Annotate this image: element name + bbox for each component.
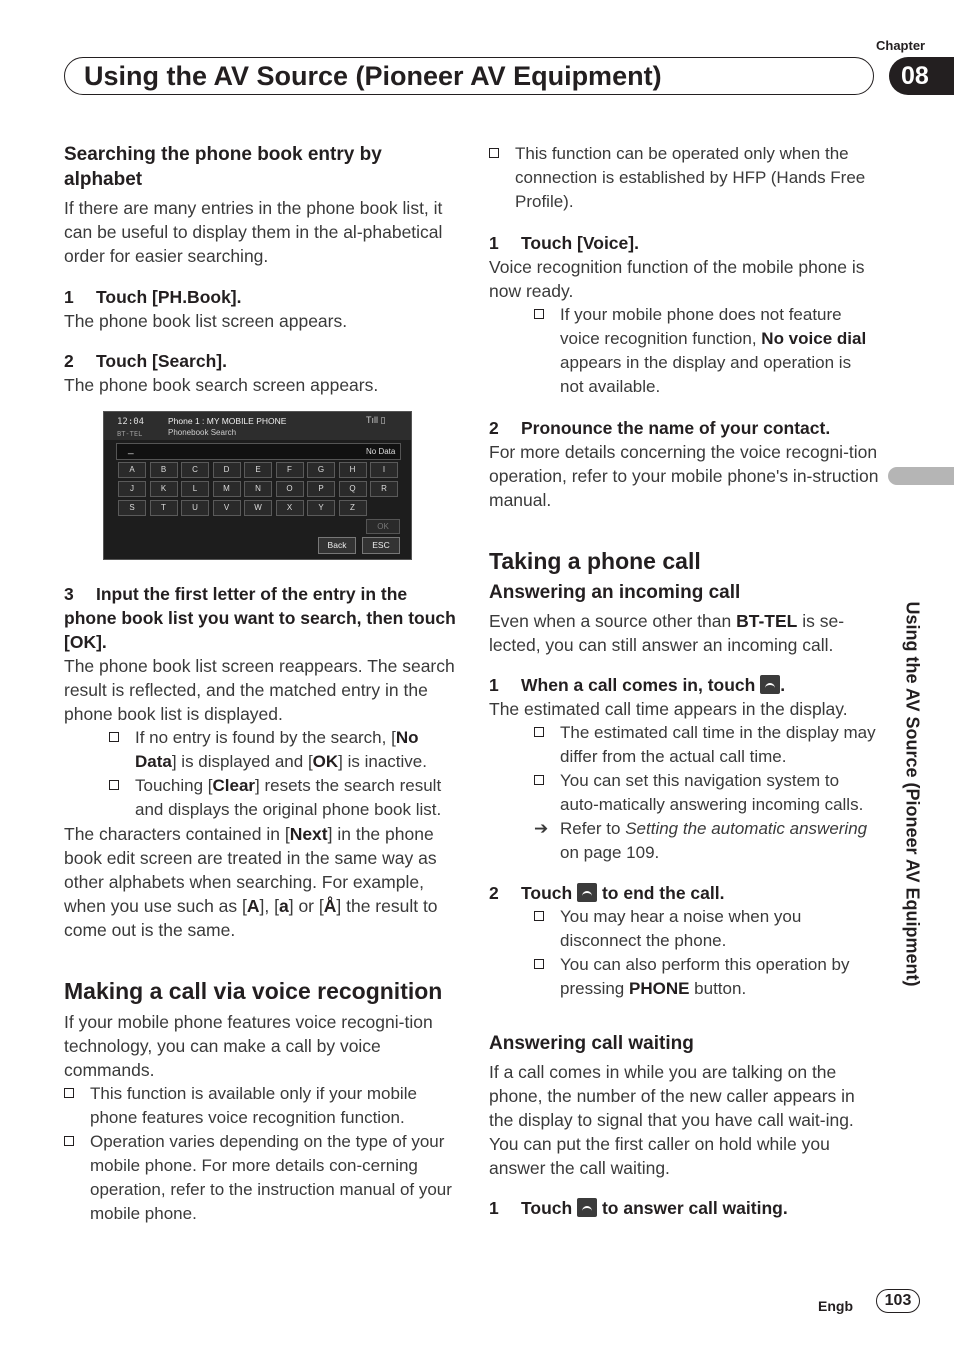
note-text: This function can be operated only when the connection is established by HFP (Hands Free Profile).	[515, 144, 866, 211]
key-t[interactable]: T	[150, 500, 178, 516]
step-title: Touch [PH.Book].	[96, 287, 242, 307]
key-w[interactable]: W	[244, 500, 272, 516]
hfp-note	[489, 142, 879, 214]
call-heading: Taking a phone call	[489, 548, 701, 574]
voice-step-2	[489, 416, 879, 440]
note-box-icon	[489, 148, 499, 158]
note-bold: No Data	[135, 728, 419, 771]
characters-paragraph: The characters contained in [Next] in the phone book edit screen are treated in the same way as other alphabets when searching. For example, when you use such as [A], [a] or [Å] the result to come out is the same.	[64, 824, 438, 940]
note-text: You may hear a noise when you disconnect the phone.	[560, 907, 802, 950]
note-text: Operation varies depending on the type of your mobile phone. For more details con-cerning operation, refer to the instruction manual of your mobile phone.	[90, 1132, 452, 1223]
step-number: 1	[64, 287, 74, 307]
side-tab-text: Using the AV Source (Pioneer AV Equipment)	[902, 601, 923, 987]
screen-ok-button[interactable]: OK	[366, 519, 400, 534]
key-y[interactable]: Y	[307, 500, 335, 516]
left-column-lower	[64, 582, 456, 1226]
note-text: You can set this navigation system to auto-matically answering incoming calls.	[560, 771, 864, 814]
key-e[interactable]: E	[244, 462, 272, 478]
answer-heading: Answering an incoming call	[489, 582, 741, 603]
step-number: 2	[489, 418, 499, 438]
end-call-icon	[577, 883, 597, 902]
step-title: to end the call.	[601, 883, 725, 903]
note-text: button.	[689, 979, 747, 998]
key-m[interactable]: M	[213, 481, 241, 497]
step-number: 1	[489, 675, 499, 695]
answer-waiting-icon	[577, 1198, 597, 1217]
call-time-note	[534, 721, 879, 769]
step-title: Touch	[521, 883, 573, 903]
voice-heading: Making a call via voice recognition	[64, 978, 443, 1004]
screen-esc-button[interactable]: ESC	[362, 537, 400, 554]
step-title: Touch [Voice].	[521, 233, 639, 253]
signal-battery-icon: Tıll ▯	[366, 415, 386, 425]
step-title: to answer call waiting.	[601, 1198, 788, 1218]
answer-step-2	[489, 881, 879, 905]
key-x[interactable]: X	[276, 500, 304, 516]
chapter-number: 08	[889, 57, 954, 95]
key-n[interactable]: N	[244, 481, 272, 497]
voice-step-1-text: Voice recognition function of the mobile phone is now ready.	[489, 257, 865, 301]
key-j[interactable]: J	[118, 481, 146, 497]
voice-note-2	[64, 1130, 456, 1226]
key-u[interactable]: U	[181, 500, 209, 516]
note-text: Refer to	[560, 819, 626, 838]
voice-note-1	[64, 1082, 456, 1130]
note-bold: PHONE	[628, 979, 690, 998]
key-a[interactable]: A	[118, 462, 146, 478]
note-box-icon	[109, 780, 119, 790]
no-voice-dial-note	[534, 303, 879, 399]
key-p[interactable]: P	[307, 481, 335, 497]
note-text: If no entry is found by the search, [	[135, 728, 396, 747]
key-d[interactable]: D	[213, 462, 241, 478]
phone-button-note	[534, 953, 879, 1001]
note-box-icon	[534, 775, 544, 785]
arrow-icon: ➔	[534, 819, 549, 838]
right-column	[489, 142, 879, 1220]
key-r[interactable]: R	[370, 481, 398, 497]
key-q[interactable]: Q	[339, 481, 367, 497]
screen-title-line2: Phonebook Search	[168, 428, 237, 437]
step-number: 1	[489, 233, 499, 253]
left-column	[64, 142, 456, 397]
note-text: on page 109.	[560, 843, 660, 862]
key-c[interactable]: C	[181, 462, 209, 478]
key-b[interactable]: B	[150, 462, 178, 478]
wait-step-1	[489, 1196, 879, 1220]
step-title: Touch	[521, 1198, 573, 1218]
step-1-text: The phone book list screen appears.	[64, 311, 348, 331]
key-l[interactable]: L	[181, 481, 209, 497]
note-bold: OK	[312, 752, 339, 771]
step-3-text: The phone book list screen reappears. The search result is reflected, and the matched entry in the phone book list is displayed.	[64, 656, 455, 724]
note-box-icon	[64, 1088, 74, 1098]
note-bold: No voice dial	[761, 329, 867, 348]
note-text: This function is available only if your mobile phone features voice recognition function.	[90, 1084, 417, 1127]
screen-input-field[interactable]	[116, 443, 401, 460]
key-z[interactable]: Z	[339, 500, 367, 516]
note-text: You can also perform this operation by pressing	[560, 955, 850, 998]
search-heading: Searching the phone book entry by alphabet	[64, 144, 382, 190]
voice-intro: If your mobile phone features voice recogni-tion technology, you can make a call by voice commands.	[64, 1012, 433, 1080]
answer-step-1	[489, 673, 879, 697]
page-number: 103	[876, 1289, 920, 1313]
note-box-icon	[534, 911, 544, 921]
note-text: Touching [	[135, 776, 213, 795]
step-2-text: The phone book search screen appears.	[64, 375, 379, 395]
note-text: appears in the display and operation is not available.	[560, 353, 852, 396]
screen-clock: 12:04	[117, 417, 145, 427]
answer-step-1-text: The estimated call time appears in the display.	[489, 699, 848, 719]
key-f[interactable]: F	[276, 462, 304, 478]
note-text: The estimated call time in the display may differ from the actual call time.	[560, 723, 876, 766]
step-title: When a call comes in, touch	[521, 675, 756, 695]
key-g[interactable]: G	[307, 462, 335, 478]
note-text: ] is inactive.	[338, 752, 427, 771]
step-number: 1	[489, 1198, 499, 1218]
key-h[interactable]: H	[339, 462, 367, 478]
search-intro: If there are many entries in the phone book list, it can be useful to display them in the al-phabetical order for easier searching.	[64, 198, 443, 266]
note-text: If your mobile phone does not feature voice recognition function,	[560, 305, 842, 348]
step-2	[64, 349, 456, 373]
step-title: Pronounce the name of your contact.	[521, 418, 831, 438]
note-clear	[109, 774, 456, 822]
key-i[interactable]: I	[370, 462, 398, 478]
step-end: .	[780, 675, 786, 695]
step-title: Touch [Search].	[96, 351, 227, 371]
chapter-label: Chapter	[876, 38, 926, 53]
note-box-icon	[109, 732, 119, 742]
answer-text: Even when a source other than BT-TEL is se-lected, you can still answer an incoming call.	[489, 611, 845, 655]
note-box-icon	[64, 1136, 74, 1146]
step-3	[64, 582, 456, 654]
key-v[interactable]: V	[213, 500, 241, 516]
voice-step-2-text: For more details concerning the voice recogni-tion operation, refer to your mobile phone's in-struction manual.	[489, 442, 879, 510]
reference-link[interactable]: Setting the automatic answering	[625, 819, 868, 838]
voice-step-1	[489, 231, 879, 255]
note-text: ] resets the search result and displays the original phone book list.	[135, 776, 442, 819]
note-text: ] is displayed and [	[171, 752, 313, 771]
step-title: Input the first letter of the entry in the phone book list you want to search, then touch [OK].	[64, 584, 456, 652]
screen-no-data: No Data	[366, 447, 396, 456]
key-o[interactable]: O	[276, 481, 304, 497]
step-number: 2	[64, 351, 74, 371]
step-1	[64, 285, 456, 309]
screen-input-cursor: _	[128, 444, 134, 455]
noise-note	[534, 905, 879, 953]
note-box-icon	[534, 309, 544, 319]
note-bold: Clear	[212, 776, 256, 795]
note-box-icon	[534, 959, 544, 969]
key-k[interactable]: K	[150, 481, 178, 497]
reference-note	[534, 817, 879, 865]
step-number: 2	[489, 883, 499, 903]
footer-language: Engb	[818, 1298, 853, 1314]
side-tab-marker	[888, 467, 954, 485]
step-number: 3	[64, 584, 74, 604]
auto-answer-note	[534, 769, 879, 817]
screen-back-button[interactable]: Back	[318, 537, 356, 554]
key-s[interactable]: S	[118, 500, 146, 516]
screen-title-line1: Phone 1 : MY MOBILE PHONE	[168, 416, 287, 426]
page-title: Using the AV Source (Pioneer AV Equipment)	[84, 61, 662, 91]
wait-heading: Answering call waiting	[489, 1033, 694, 1054]
note-no-entry	[109, 726, 456, 774]
wait-text: If a call comes in while you are talking on the phone, the number of the new caller appears in the display to signal that you have call wait-ing. You can put the first caller on hold while you answer the call waiting.	[489, 1062, 855, 1178]
screen-source: BT-TEL	[117, 430, 143, 438]
note-box-icon	[534, 727, 544, 737]
answer-call-icon	[760, 675, 780, 694]
